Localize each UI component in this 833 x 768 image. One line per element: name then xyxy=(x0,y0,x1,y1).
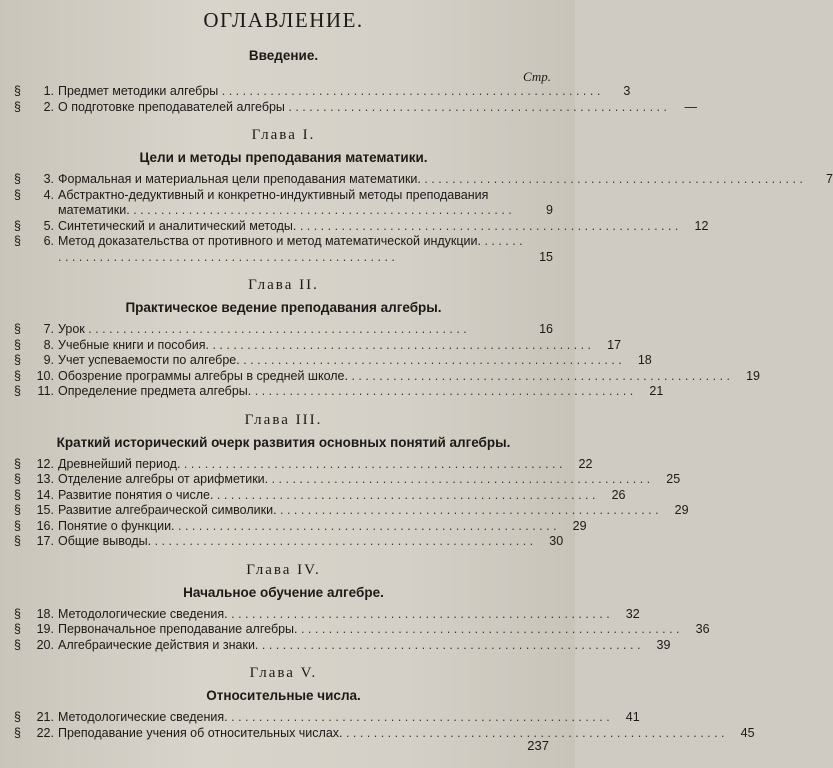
entry-page: 18 xyxy=(637,353,652,367)
entry-number: 7. xyxy=(43,322,54,336)
section-sign: § xyxy=(14,368,21,383)
toc-entry xyxy=(14,622,710,638)
chapter-label: Глава III. xyxy=(244,411,323,428)
toc-entry xyxy=(14,84,631,100)
chapter-label: Глава II. xyxy=(248,277,319,293)
dot-leader: . . . . . . . . . . . . . . . . . . . . . . . . . . . . . . . . . . . . . . . . . . . . . . . . . . . . . . . xyxy=(276,503,659,517)
toc-entry xyxy=(14,188,553,219)
dot-leader: . . . . . . . . . . . . . . . . . . . . . . . . . . . . . . . . . . . . . . . . . . . . . . . . . . . . . . . xyxy=(268,472,651,486)
entry-title-text: Первоначальное преподавание алгебры. xyxy=(58,622,298,636)
section-sign: § xyxy=(14,84,21,98)
entry-page: 16 xyxy=(539,322,553,336)
entry-number: 9. xyxy=(43,353,54,367)
toc-entry xyxy=(14,518,587,535)
entry-title-text: Синтетический и аналитический методы. xyxy=(58,218,297,233)
toc-entry xyxy=(14,353,652,369)
entry-title-text: Древнейший период. xyxy=(58,456,181,471)
entry-title-text: О подготовке преподавателей алгебры xyxy=(58,99,285,114)
section-sign: § xyxy=(14,637,21,652)
dot-leader: . . . . . . . . . . . . . . . . . . . . . . . . . . . . . . . . . . . . . . . . . . . . . . . . . . . . . . . xyxy=(258,637,641,652)
entry-number: 4. xyxy=(43,187,54,202)
entry-number: 8. xyxy=(43,337,54,352)
intro-heading: Введение. xyxy=(248,48,319,63)
entry-title xyxy=(58,488,595,504)
toc-entry xyxy=(14,637,671,654)
dot-leader: . . . . . . . . . . . . . . . . . . . . . . . . . . . . . . . . . . . . . . . . . . . . . . . . . . . . . . . xyxy=(84,322,467,336)
toc-entry xyxy=(14,725,755,742)
chapter-heading: Цели и методы преподавания математики. xyxy=(139,150,428,165)
entry-title-text: Абстрактно-дедуктивный и конкретно-индуктивный методы преподавания математики. xyxy=(58,187,489,217)
dot-leader: . . . . . . . . . . . . . . . . . . . . . . . . . . . . . . . . . . . . . . . . . . . . . . . . . . . . . . . xyxy=(174,518,557,533)
entry-page: 45 xyxy=(740,725,755,740)
dot-leader: . . . . . . . . . . . . . . . . . . . . . . . . . . . . . . . . . . . . . . . . . . . . . . . . . . . . . . . xyxy=(180,456,563,471)
entry-number: 6. xyxy=(43,234,54,248)
page-number: 237 xyxy=(527,738,549,753)
dot-leader: . . . . . . . . . . . . . . . . . . . . . . . . . . . . . . . . . . . . . . . . . . . . . . . . . . . . . . . xyxy=(218,84,601,98)
entry-title-text: Развитие алгебраической символики. xyxy=(58,503,277,517)
entry-page: 19 xyxy=(746,368,760,383)
entry-page: 7 xyxy=(825,172,833,186)
dot-leader: . . . . . . . . . . . . . . . . . . . . . . . . . . . . . . . . . . . . . . . . . . . . . . . . . . . . . . . xyxy=(297,622,680,636)
dot-leader: . . . . . . . . . . . . . . . . . . . . . . . . . . . . . . . . . . . . . . . . . . . . . . . . . . . . . . . xyxy=(347,368,730,383)
chapter-entries xyxy=(14,322,760,400)
entry-page: 3 xyxy=(623,84,631,98)
entry-title xyxy=(58,607,610,623)
dot-leader: . . . . . . . . . . . . . . . . . . . . . . . . . . . . . . . . . . . . . . . . . . . . . . . . . . . . . . . xyxy=(251,384,634,398)
entry-number: 20. xyxy=(36,637,54,652)
section-sign: § xyxy=(14,456,21,471)
entry-title xyxy=(58,384,633,400)
entry-page: 36 xyxy=(695,622,710,636)
chapter-section xyxy=(14,275,760,400)
entry-title xyxy=(58,338,591,354)
entry-number: 17. xyxy=(36,534,54,548)
entry-title-text: Предмет методики алгебры xyxy=(58,84,219,98)
section-sign: § xyxy=(14,322,21,336)
entry-number: 13. xyxy=(36,472,54,486)
entry-number: 14. xyxy=(36,487,54,502)
dot-leader: . . . . . . . . . . . . . . . . . . . . . . . . . . . . . . . . . . . . . . . . . . . . . . . . . . . . . . . xyxy=(209,337,592,352)
entry-title xyxy=(58,100,667,116)
section-sign: § xyxy=(14,503,21,517)
entry-number: 11. xyxy=(37,384,54,398)
toc-entry xyxy=(14,472,681,488)
dot-leader: . . . . . . . . . . . . . . . . . . . . . . . . . . . . . . . . . . . . . . . . . . . . . . . . . . . . . . . xyxy=(296,218,679,233)
entry-page: 39 xyxy=(656,637,671,652)
entry-title xyxy=(58,322,523,338)
entry-page: 17 xyxy=(607,337,622,352)
entry-title xyxy=(58,353,622,369)
toc-entry xyxy=(14,337,622,354)
section-sign: § xyxy=(14,353,21,367)
section-sign: § xyxy=(14,99,21,114)
dot-leader: . . . . . . . . . . . . . . . . . . . . . . . . . . . . . . . . . . . . . . . . . . . . . . . . . . . . . . . xyxy=(420,172,803,186)
entry-page: 29 xyxy=(674,503,689,517)
entry-page: — xyxy=(684,99,697,114)
chapter-entries xyxy=(14,456,689,550)
toc-entry xyxy=(14,99,697,116)
entry-title-text: Понятие о функции. xyxy=(58,518,175,533)
entry-page: 41 xyxy=(625,710,640,724)
dot-leader: . . . . . . . . . . . . . . . . . . . . . . . . . . . . . . . . . . . . . . . . . . . . . . . . . . . . . . . xyxy=(227,606,610,621)
entry-title-text: Урок xyxy=(58,322,85,336)
entry-number: 3. xyxy=(43,172,54,186)
entry-title xyxy=(58,234,523,265)
chapter-heading: Практическое ведение преподавания алгебры. xyxy=(125,300,442,315)
intro-entries xyxy=(14,84,697,115)
entry-title-text: Учет успеваемости по алгебре. xyxy=(58,353,240,367)
entry-page: 9 xyxy=(546,203,553,217)
dot-leader: . . . . . . . . . . . . . . . . . . . . . . . . . . . . . . . . . . . . . . . . . . . . . . . . . . . . . . . xyxy=(239,353,622,367)
entry-number: 16. xyxy=(36,518,54,533)
section-sign: § xyxy=(14,187,21,202)
toc-entry xyxy=(14,456,593,473)
toc-entry xyxy=(14,487,626,504)
chapter-heading: Начальное обучение алгебре. xyxy=(183,584,384,600)
dot-leader: . . . . . . . . . . . . . . . . . . . . . . . . . . . . . . . . . . . . . . . . . . . . . . . . . . . . . . . xyxy=(213,487,596,502)
toc-entry xyxy=(14,534,564,550)
entry-title-text: Формальная и материальная цели преподавания математики. xyxy=(58,172,421,186)
entry-title-text: Методологические сведения. xyxy=(58,606,228,621)
entry-page: 21 xyxy=(649,384,664,398)
entry-title xyxy=(58,84,600,100)
section-sign: § xyxy=(14,606,21,621)
section-sign: § xyxy=(14,234,21,248)
entry-number: 22. xyxy=(36,725,54,740)
entry-page: 30 xyxy=(549,534,564,548)
page-column-label: Стр. xyxy=(523,69,551,84)
section-sign: § xyxy=(14,487,21,502)
section-sign: § xyxy=(14,710,21,724)
entry-title-text: Определение предмета алгебры. xyxy=(58,384,252,398)
entry-title-text: Методологические сведения. xyxy=(58,710,228,724)
entry-page: 15 xyxy=(539,249,553,264)
entry-title xyxy=(58,519,557,535)
chapter-entries xyxy=(14,710,755,741)
entry-number: 1. xyxy=(43,84,54,98)
toc-entry xyxy=(14,503,689,519)
chapter-entries xyxy=(14,606,710,654)
entry-title xyxy=(58,622,680,638)
toc-entry xyxy=(14,322,553,338)
entry-title xyxy=(58,726,725,742)
chapter-label: Глава V. xyxy=(249,665,318,681)
entry-number: 18. xyxy=(36,606,54,621)
entry-title-text: Отделение алгебры от арифметики. xyxy=(58,472,269,486)
toc-entry xyxy=(14,218,709,235)
entry-number: 10. xyxy=(36,368,54,383)
entry-page: 12 xyxy=(694,218,709,233)
section-sign: § xyxy=(14,218,21,233)
entry-title xyxy=(58,369,730,385)
entry-number: 19. xyxy=(36,622,54,636)
entry-page: 32 xyxy=(625,606,640,621)
entry-number: 5. xyxy=(43,218,54,233)
chapters xyxy=(14,125,833,741)
section-sign: § xyxy=(14,172,21,186)
toc-entry xyxy=(14,384,664,400)
dot-leader: . . . . . . . . . . . . . . . . . . . . . . . . . . . . . . . . . . . . . . . . . . . . . . . . . . . . . . . xyxy=(284,99,667,114)
chapter-section xyxy=(14,410,689,550)
dot-leader: . . . . . . . . . . . . . . . . . . . . . . . . . . . . . . . . . . . . . . . . . . . . . . . . . . . . . . . xyxy=(58,234,523,264)
chapter-section xyxy=(14,663,755,741)
section-sign: § xyxy=(14,472,21,486)
section-sign: § xyxy=(14,518,21,533)
intro-section xyxy=(14,46,697,115)
dot-leader: . . . . . . . . . . . . . . . . . . . . . . . . . . . . . . . . . . . . . . . . . . . . . . . . . . . . . . . xyxy=(342,725,725,740)
toc-entry xyxy=(14,234,553,265)
section-sign: § xyxy=(14,725,21,740)
chapter-heading: Относительные числа. xyxy=(206,688,361,703)
entry-title xyxy=(58,534,533,550)
chapter-section xyxy=(14,125,833,265)
entry-title xyxy=(58,188,523,219)
entry-title-text: Учебные книги и пособия. xyxy=(58,337,210,352)
chapter-label: Глава I. xyxy=(251,127,316,143)
dot-leader: . . . . . . . . . . . . . . . . . . . . . . . . . . . . . . . . . . . . . . . . . . . . . . . . . . . . . . . xyxy=(151,534,534,548)
toc-entry xyxy=(14,710,640,726)
toc-entry xyxy=(14,606,640,623)
chapter-section xyxy=(14,560,710,654)
entry-title-text: Общие выводы. xyxy=(58,534,152,548)
chapter-label: Глава IV. xyxy=(246,561,321,578)
entry-title xyxy=(58,503,659,519)
entry-title-text: Метод доказательства от противного и метод математической индукции. xyxy=(58,234,481,248)
toc-title: ОГЛАВЛЕНИЕ. xyxy=(203,8,364,32)
entry-title xyxy=(58,710,610,726)
entry-title-text: Алгебраические действия и знаки. xyxy=(58,637,259,652)
section-sign: § xyxy=(14,622,21,636)
dot-leader: . . . . . . . . . . . . . . . . . . . . . . . . . . . . . . . . . . . . . . . . . . . . . . . . . . . . . . . xyxy=(227,710,610,724)
entry-title xyxy=(58,219,678,235)
entry-title xyxy=(58,457,562,473)
entry-title-text: Развитие понятия о числе. xyxy=(58,487,214,502)
entry-number: 12. xyxy=(36,456,54,471)
entry-number: 2. xyxy=(43,99,54,114)
entry-number: 15. xyxy=(36,503,54,517)
entry-number: 21. xyxy=(36,710,54,724)
toc-entry xyxy=(14,368,760,385)
section-sign: § xyxy=(14,384,21,398)
entry-page: 26 xyxy=(611,487,626,502)
entry-title-text: Преподавание учения об относительных числах. xyxy=(58,725,343,740)
entry-title-text: Обозрение программы алгебры в средней школе. xyxy=(58,368,348,383)
section-sign: § xyxy=(14,534,21,548)
entry-title xyxy=(58,638,640,654)
entry-page: 22 xyxy=(578,456,593,471)
dot-leader: . . . . . . . . . . . . . . . . . . . . . . . . . . . . . . . . . . . . . . . . . . . . . . . . . . . . . . . xyxy=(129,203,512,217)
section-sign: § xyxy=(14,337,21,352)
chapter-entries xyxy=(14,172,833,265)
entry-title xyxy=(58,172,803,188)
chapter-heading: Краткий исторический очерк развития основных понятий алгебры. xyxy=(56,434,511,450)
entry-page: 25 xyxy=(666,472,681,486)
entry-page: 29 xyxy=(572,518,587,533)
entry-title xyxy=(58,472,650,488)
toc-entry xyxy=(14,172,833,188)
